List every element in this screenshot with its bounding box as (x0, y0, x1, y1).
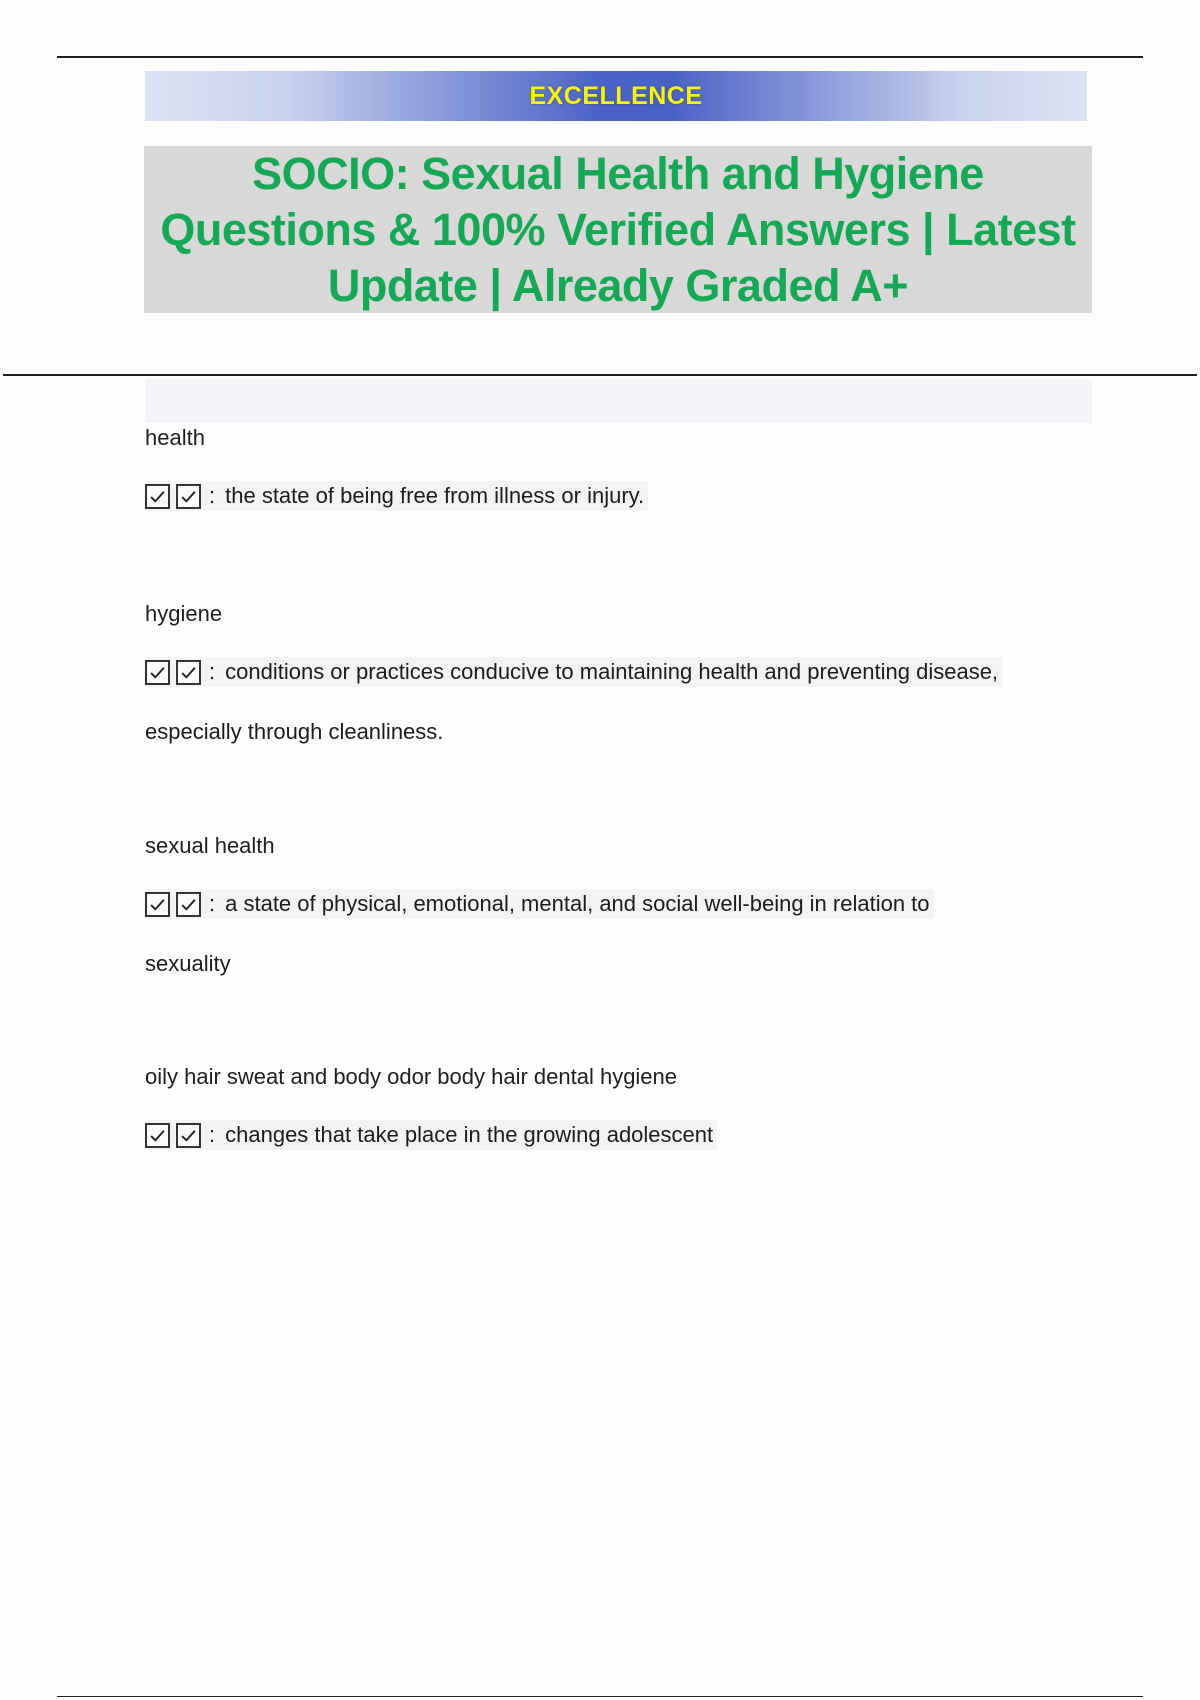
top-rule (57, 56, 1143, 58)
answer-text: changes that take place in the growing adolescent (225, 1122, 714, 1147)
banner-text: EXCELLENCE (529, 81, 703, 110)
shaded-strip (145, 379, 1092, 423)
bottom-rule (57, 1696, 1143, 1697)
answer-separator: : (209, 483, 216, 508)
answer-continuation: especially through cleanliness. (145, 719, 444, 744)
checked-box-icon (145, 1123, 170, 1148)
checked-box-icon (145, 484, 170, 509)
question-text: oily hair sweat and body odor body hair dental hygiene (145, 1064, 678, 1089)
checked-box-icon (145, 892, 170, 917)
answer-text: conditions or practices conducive to maintaining health and preventing disease, (225, 659, 999, 684)
document-title (160, 146, 1075, 314)
question-text: sexual health (145, 833, 275, 858)
answer-text: a state of physical, emotional, mental, and social well-being in relation to (225, 891, 930, 916)
checked-box-icon (176, 1123, 201, 1148)
answer-line (145, 481, 648, 511)
question-text: hygiene (145, 601, 223, 626)
excellence-banner (145, 71, 1087, 121)
checked-box-icon (176, 484, 201, 509)
qa-entry (145, 1062, 1095, 1150)
question-text: health (145, 425, 205, 450)
qa-entry (145, 831, 1095, 979)
answer-separator: : (209, 891, 216, 916)
document-title-box (144, 146, 1092, 313)
title-line-3: Update | Already Graded A+ (327, 259, 909, 311)
answer-line (145, 657, 1002, 687)
answer-continuation: sexuality (145, 951, 231, 976)
checked-box-icon (176, 892, 201, 917)
checked-box-icon (176, 660, 201, 685)
answer-line (145, 1120, 717, 1150)
answer-line (145, 889, 934, 919)
answer-text: the state of being free from illness or injury. (225, 483, 645, 508)
checked-box-icon (145, 660, 170, 685)
qa-entry (145, 423, 1095, 511)
qa-entry (145, 599, 1095, 747)
answer-separator: : (209, 659, 216, 684)
title-line-2: Questions & 100% Verified Answers | Latest (160, 203, 1076, 255)
section-rule (3, 374, 1197, 376)
title-line-1: SOCIO: Sexual Health and Hygiene (252, 147, 984, 199)
answer-separator: : (209, 1122, 216, 1147)
